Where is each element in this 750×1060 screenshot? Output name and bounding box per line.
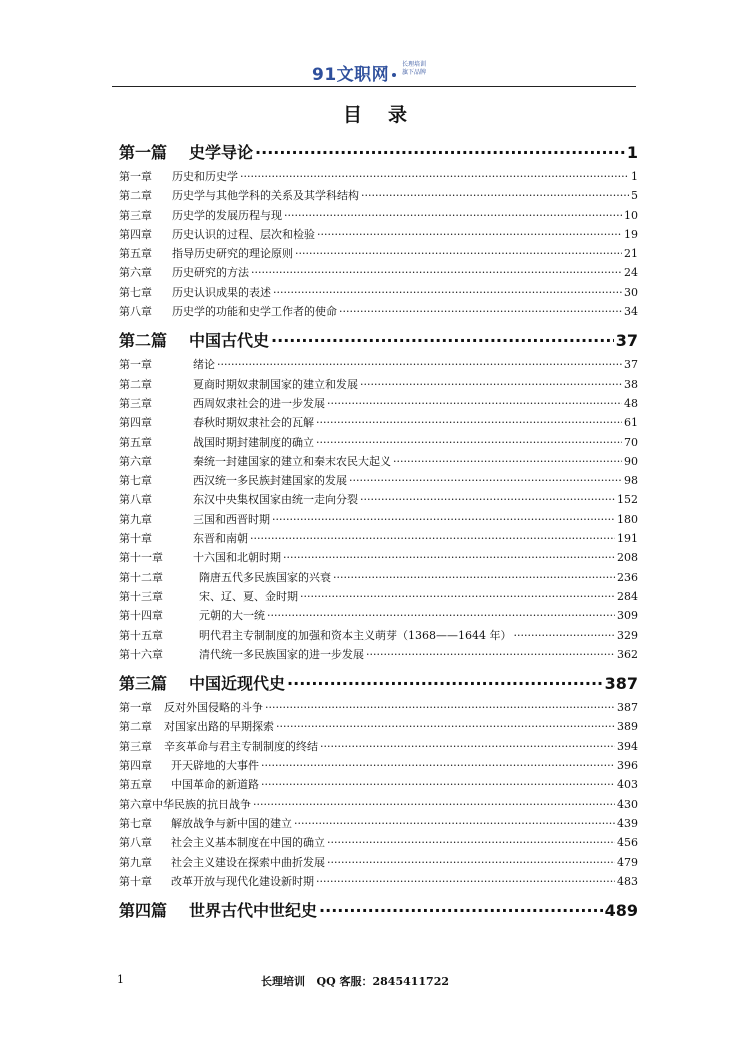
footer-contact: 长理培训 QQ 客服：2845411722: [261, 975, 450, 988]
chapter-title: 十六国和北朝时期: [193, 551, 281, 565]
chapter-label: 第一章: [119, 701, 152, 715]
chapter-title: 春秋时期奴隶社会的瓦解: [193, 416, 314, 430]
chapter-page-number: 403: [617, 778, 638, 792]
chapter-label: 第九章: [119, 512, 152, 526]
chapter-title: 隋唐五代多民族国家的兴衰: [199, 570, 331, 584]
chapter-page-number: 456: [617, 836, 638, 850]
chapter-title: 历史学与其他学科的关系及其学科结构: [172, 189, 359, 203]
chapter-label: 第三章: [119, 396, 152, 410]
chapter-label: 第十一章: [119, 551, 163, 565]
chapter-label: 第三章: [119, 739, 152, 753]
header-divider: [112, 86, 636, 87]
toc-chapter-entry[interactable]: [119, 854, 638, 873]
chapter-page-number: 362: [617, 647, 638, 661]
chapter-page-number: 430: [617, 797, 638, 811]
chapter-label: 第八章: [119, 305, 152, 319]
dot-leader: [295, 247, 622, 260]
chapter-page-number: 70: [624, 435, 638, 449]
part-label: 第三篇: [119, 674, 168, 694]
chapter-title: 社会主义基本制度在中国的确立: [171, 836, 325, 850]
dot-leader: [513, 629, 615, 642]
toc-chapter-entry[interactable]: [119, 511, 638, 530]
dot-leader: [366, 648, 615, 661]
chapter-label: 第十五章: [119, 628, 163, 642]
dot-leader: [294, 817, 615, 830]
logo-dot-icon: [392, 73, 396, 77]
chapter-label: 第七章: [119, 285, 152, 299]
part-page-number: 489: [604, 901, 638, 921]
chapter-title: 历史和历史学: [172, 170, 238, 183]
toc-chapter-entry[interactable]: [119, 453, 638, 472]
dot-leader: [283, 551, 615, 564]
chapter-label: 第七章: [119, 474, 152, 488]
dot-leader: [251, 266, 622, 279]
dot-leader: [287, 674, 603, 693]
toc-part-entry[interactable]: [119, 671, 638, 695]
dot-leader: [327, 397, 622, 410]
chapter-label: 第十四章: [119, 609, 163, 623]
toc-chapter-entry[interactable]: [119, 356, 638, 375]
toc-part-entry[interactable]: [119, 140, 638, 164]
toc-chapter-entry[interactable]: [119, 607, 638, 626]
dot-leader: [316, 875, 615, 888]
dot-leader: [327, 836, 615, 849]
part-page-number: 1: [626, 143, 638, 162]
chapter-page-number: 90: [624, 454, 638, 468]
table-of-contents: [119, 140, 638, 926]
toc-chapter-entry[interactable]: [119, 738, 638, 757]
chapter-title: 历史学的功能和史学工作者的使命: [172, 305, 337, 319]
chapter-page-number: 38: [624, 377, 638, 391]
toc-chapter-entry[interactable]: [119, 376, 638, 395]
chapter-page-number: 396: [617, 759, 638, 773]
dot-leader: [339, 305, 622, 318]
chapter-title: 改革开放与现代化建设新时期: [171, 874, 314, 888]
part-page-number: 387: [604, 674, 638, 694]
toc-chapter-entry[interactable]: [119, 569, 638, 588]
toc-chapter-entry[interactable]: [119, 757, 638, 776]
chapter-title: 反对外国侵略的斗争: [164, 701, 263, 715]
toc-chapter-entry[interactable]: [119, 699, 638, 718]
dot-leader: [317, 228, 622, 241]
chapter-title: 历史认识成果的表述: [172, 285, 271, 299]
chapter-title: 指导历史研究的理论原则: [172, 247, 293, 261]
chapter-page-number: 439: [617, 816, 638, 830]
chapter-page-number: 236: [617, 570, 638, 584]
chapter-page-number: 329: [617, 628, 638, 642]
chapter-page-number: 389: [617, 720, 638, 734]
chapter-title: 夏商时期奴隶制国家的建立和发展: [193, 377, 358, 391]
chapter-page-number: 309: [617, 609, 638, 623]
chapter-page-number: 61: [624, 416, 638, 430]
toc-chapter-entry[interactable]: [119, 776, 638, 795]
toc-chapter-entry[interactable]: [119, 588, 638, 607]
chapter-label: 第四章: [119, 416, 152, 430]
toc-chapter-entry[interactable]: [119, 303, 638, 322]
brand-logo-text: 91文职网: [312, 65, 390, 85]
chapter-label: 第八章: [119, 493, 152, 507]
toc-chapter-entry[interactable]: [119, 873, 638, 892]
chapter-title: 西汉统一多民族封建国家的发展: [193, 474, 347, 488]
chapter-label: 第六章: [119, 266, 152, 280]
toc-chapter-entry[interactable]: [119, 168, 638, 187]
chapter-page-number: 19: [624, 227, 638, 241]
chapter-page-number: 394: [617, 739, 638, 753]
chapter-label: 第三章: [119, 208, 152, 222]
chapter-page-number: 98: [624, 474, 638, 488]
dot-leader: [271, 331, 614, 350]
dot-leader: [284, 209, 622, 222]
chapter-title: 开天辟地的大事件: [171, 759, 259, 773]
dot-leader: [265, 701, 615, 714]
chapter-page-number: 10: [624, 208, 638, 222]
dot-leader: [267, 609, 615, 622]
chapter-title: 战国时期封建制度的确立: [193, 435, 314, 449]
toc-chapter-entry[interactable]: [119, 434, 638, 453]
chapter-page-number: 284: [617, 589, 638, 603]
dot-leader: [360, 378, 622, 391]
chapter-title: 三国和西晋时期: [193, 512, 270, 526]
dot-leader: [273, 286, 622, 299]
tagline-line-2: 旗下品牌: [402, 69, 427, 76]
dot-leader: [261, 759, 615, 772]
chapter-label: 第五章: [119, 435, 152, 449]
chapter-title: 历史学的发展历程与现: [172, 208, 282, 222]
tagline-line-1: 长理培训: [402, 61, 427, 68]
dot-leader: [300, 590, 615, 603]
chapter-title: 西周奴隶社会的进一步发展: [193, 396, 325, 410]
chapter-label: 第六章: [119, 454, 152, 468]
dot-leader: [253, 798, 615, 811]
chapter-label: 第一章: [119, 358, 152, 372]
chapter-title: 社会主义建设在探索中曲折发展: [171, 855, 325, 869]
chapter-page-number: 152: [617, 493, 638, 507]
chapter-title: 对国家出路的早期探索: [164, 720, 274, 734]
dot-leader: [272, 513, 615, 526]
dot-leader: [276, 720, 615, 733]
toc-chapter-entry[interactable]: [119, 284, 638, 303]
chapter-page-number: 191: [617, 532, 638, 546]
toc-chapter-entry[interactable]: [119, 796, 638, 815]
chapter-title: 历史认识的过程、层次和检验: [172, 227, 315, 241]
chapter-title: 东晋和南朝: [193, 532, 248, 546]
part-label: 第一篇: [119, 143, 168, 162]
footer-page-number: 1: [117, 973, 124, 986]
part-title: 世界古代中世纪史: [189, 901, 318, 921]
toc-chapter-entry[interactable]: [119, 226, 638, 245]
toc-chapter-entry[interactable]: [119, 207, 638, 226]
chapter-page-number: 37: [624, 358, 638, 372]
toc-chapter-entry[interactable]: [119, 395, 638, 414]
chapter-label: 第七章: [119, 816, 152, 830]
part-page-number: 37: [615, 331, 638, 351]
chapter-title: 中华民族的抗日战争: [152, 797, 251, 811]
toc-chapter-entry[interactable]: [119, 646, 638, 665]
chapter-label: 第四章: [119, 227, 152, 241]
chapter-title: 绪论: [193, 358, 215, 372]
chapter-page-number: 208: [617, 551, 638, 565]
chapter-label: 第十章: [119, 874, 152, 888]
toc-part-entry[interactable]: [119, 898, 638, 922]
part-label: 第二篇: [119, 331, 168, 351]
chapter-label: 第九章: [119, 855, 152, 869]
dot-leader: [316, 416, 622, 429]
dot-leader: [255, 143, 625, 162]
chapter-page-number: 5: [631, 189, 638, 203]
page-title: 目录: [342, 104, 433, 126]
dot-leader: [320, 740, 615, 753]
brand-tagline: [402, 61, 426, 77]
part-title: 史学导论: [189, 143, 254, 162]
toc-chapter-entry[interactable]: [119, 187, 638, 206]
toc-chapter-entry[interactable]: [119, 718, 638, 737]
chapter-page-number: 479: [617, 855, 638, 869]
chapter-label: 第十二章: [119, 570, 163, 584]
toc-chapter-entry[interactable]: [119, 491, 638, 510]
dot-leader: [361, 189, 629, 202]
chapter-label: 第五章: [119, 247, 152, 261]
toc-chapter-entry[interactable]: [119, 472, 638, 491]
toc-chapter-entry[interactable]: [119, 530, 638, 549]
chapter-title: 辛亥革命与君主专制制度的终结: [164, 739, 318, 753]
chapter-label: 第一章: [119, 170, 152, 183]
chapter-label: 第十六章: [119, 647, 163, 661]
chapter-title: 解放战争与新中国的建立: [171, 816, 292, 830]
dot-leader: [319, 901, 603, 920]
dot-leader: [217, 358, 622, 371]
chapter-page-number: 24: [624, 266, 638, 280]
chapter-page-number: 48: [624, 396, 638, 410]
chapter-label: 第五章: [119, 778, 152, 792]
toc-chapter-entry[interactable]: [119, 549, 638, 568]
toc-chapter-entry[interactable]: [119, 264, 638, 283]
chapter-page-number: 30: [624, 285, 638, 299]
chapter-title: 清代统一多民族国家的进一步发展: [199, 647, 364, 661]
page-header: [112, 58, 636, 88]
chapter-title: 历史研究的方法: [172, 266, 249, 280]
dot-leader: [250, 532, 615, 545]
chapter-title: 中国革命的新道路: [171, 778, 259, 792]
part-title: 中国古代史: [189, 331, 270, 351]
dot-leader: [261, 778, 615, 791]
dot-leader: [316, 436, 622, 449]
chapter-label: 第十三章: [119, 589, 163, 603]
toc-chapter-entry[interactable]: [119, 627, 638, 646]
brand-logo: [312, 60, 396, 85]
dot-leader: [349, 474, 622, 487]
chapter-page-number: 483: [617, 874, 638, 888]
dot-leader: [327, 856, 615, 869]
chapter-title: 秦统一封建国家的建立和秦末农民大起义: [193, 454, 391, 468]
chapter-label: 第十章: [119, 532, 152, 546]
toc-chapter-entry[interactable]: [119, 245, 638, 264]
chapter-label: 第二章: [119, 377, 152, 391]
chapter-label: 第四章: [119, 759, 152, 773]
dot-leader: [360, 493, 615, 506]
chapter-page-number: 34: [624, 305, 638, 319]
part-label: 第四篇: [119, 901, 168, 921]
dot-leader: [393, 455, 622, 468]
chapter-page-number: 387: [617, 701, 638, 715]
chapter-page-number: 180: [617, 512, 638, 526]
chapter-label: 第二章: [119, 720, 152, 734]
chapter-page-number: 1: [631, 170, 638, 183]
chapter-title: 元朝的大一统: [199, 609, 265, 623]
chapter-title: 宋、辽、夏、金时期: [199, 589, 298, 603]
toc-chapter-entry[interactable]: [119, 414, 638, 433]
toc-chapter-entry[interactable]: [119, 834, 638, 853]
chapter-label: 第八章: [119, 836, 152, 850]
part-title: 中国近现代史: [189, 674, 286, 694]
chapter-label: 第六章: [119, 797, 152, 811]
toc-part-entry[interactable]: [119, 328, 638, 352]
chapter-label: 第二章: [119, 189, 152, 203]
dot-leader: [333, 571, 615, 584]
chapter-page-number: 21: [624, 247, 638, 261]
toc-chapter-entry[interactable]: [119, 815, 638, 834]
chapter-title: 东汉中央集权国家由统一走向分裂: [193, 493, 358, 507]
dot-leader: [240, 170, 629, 183]
chapter-title: 明代君主专制制度的加强和资本主义萌芽（1368——1644 年）: [199, 628, 512, 642]
